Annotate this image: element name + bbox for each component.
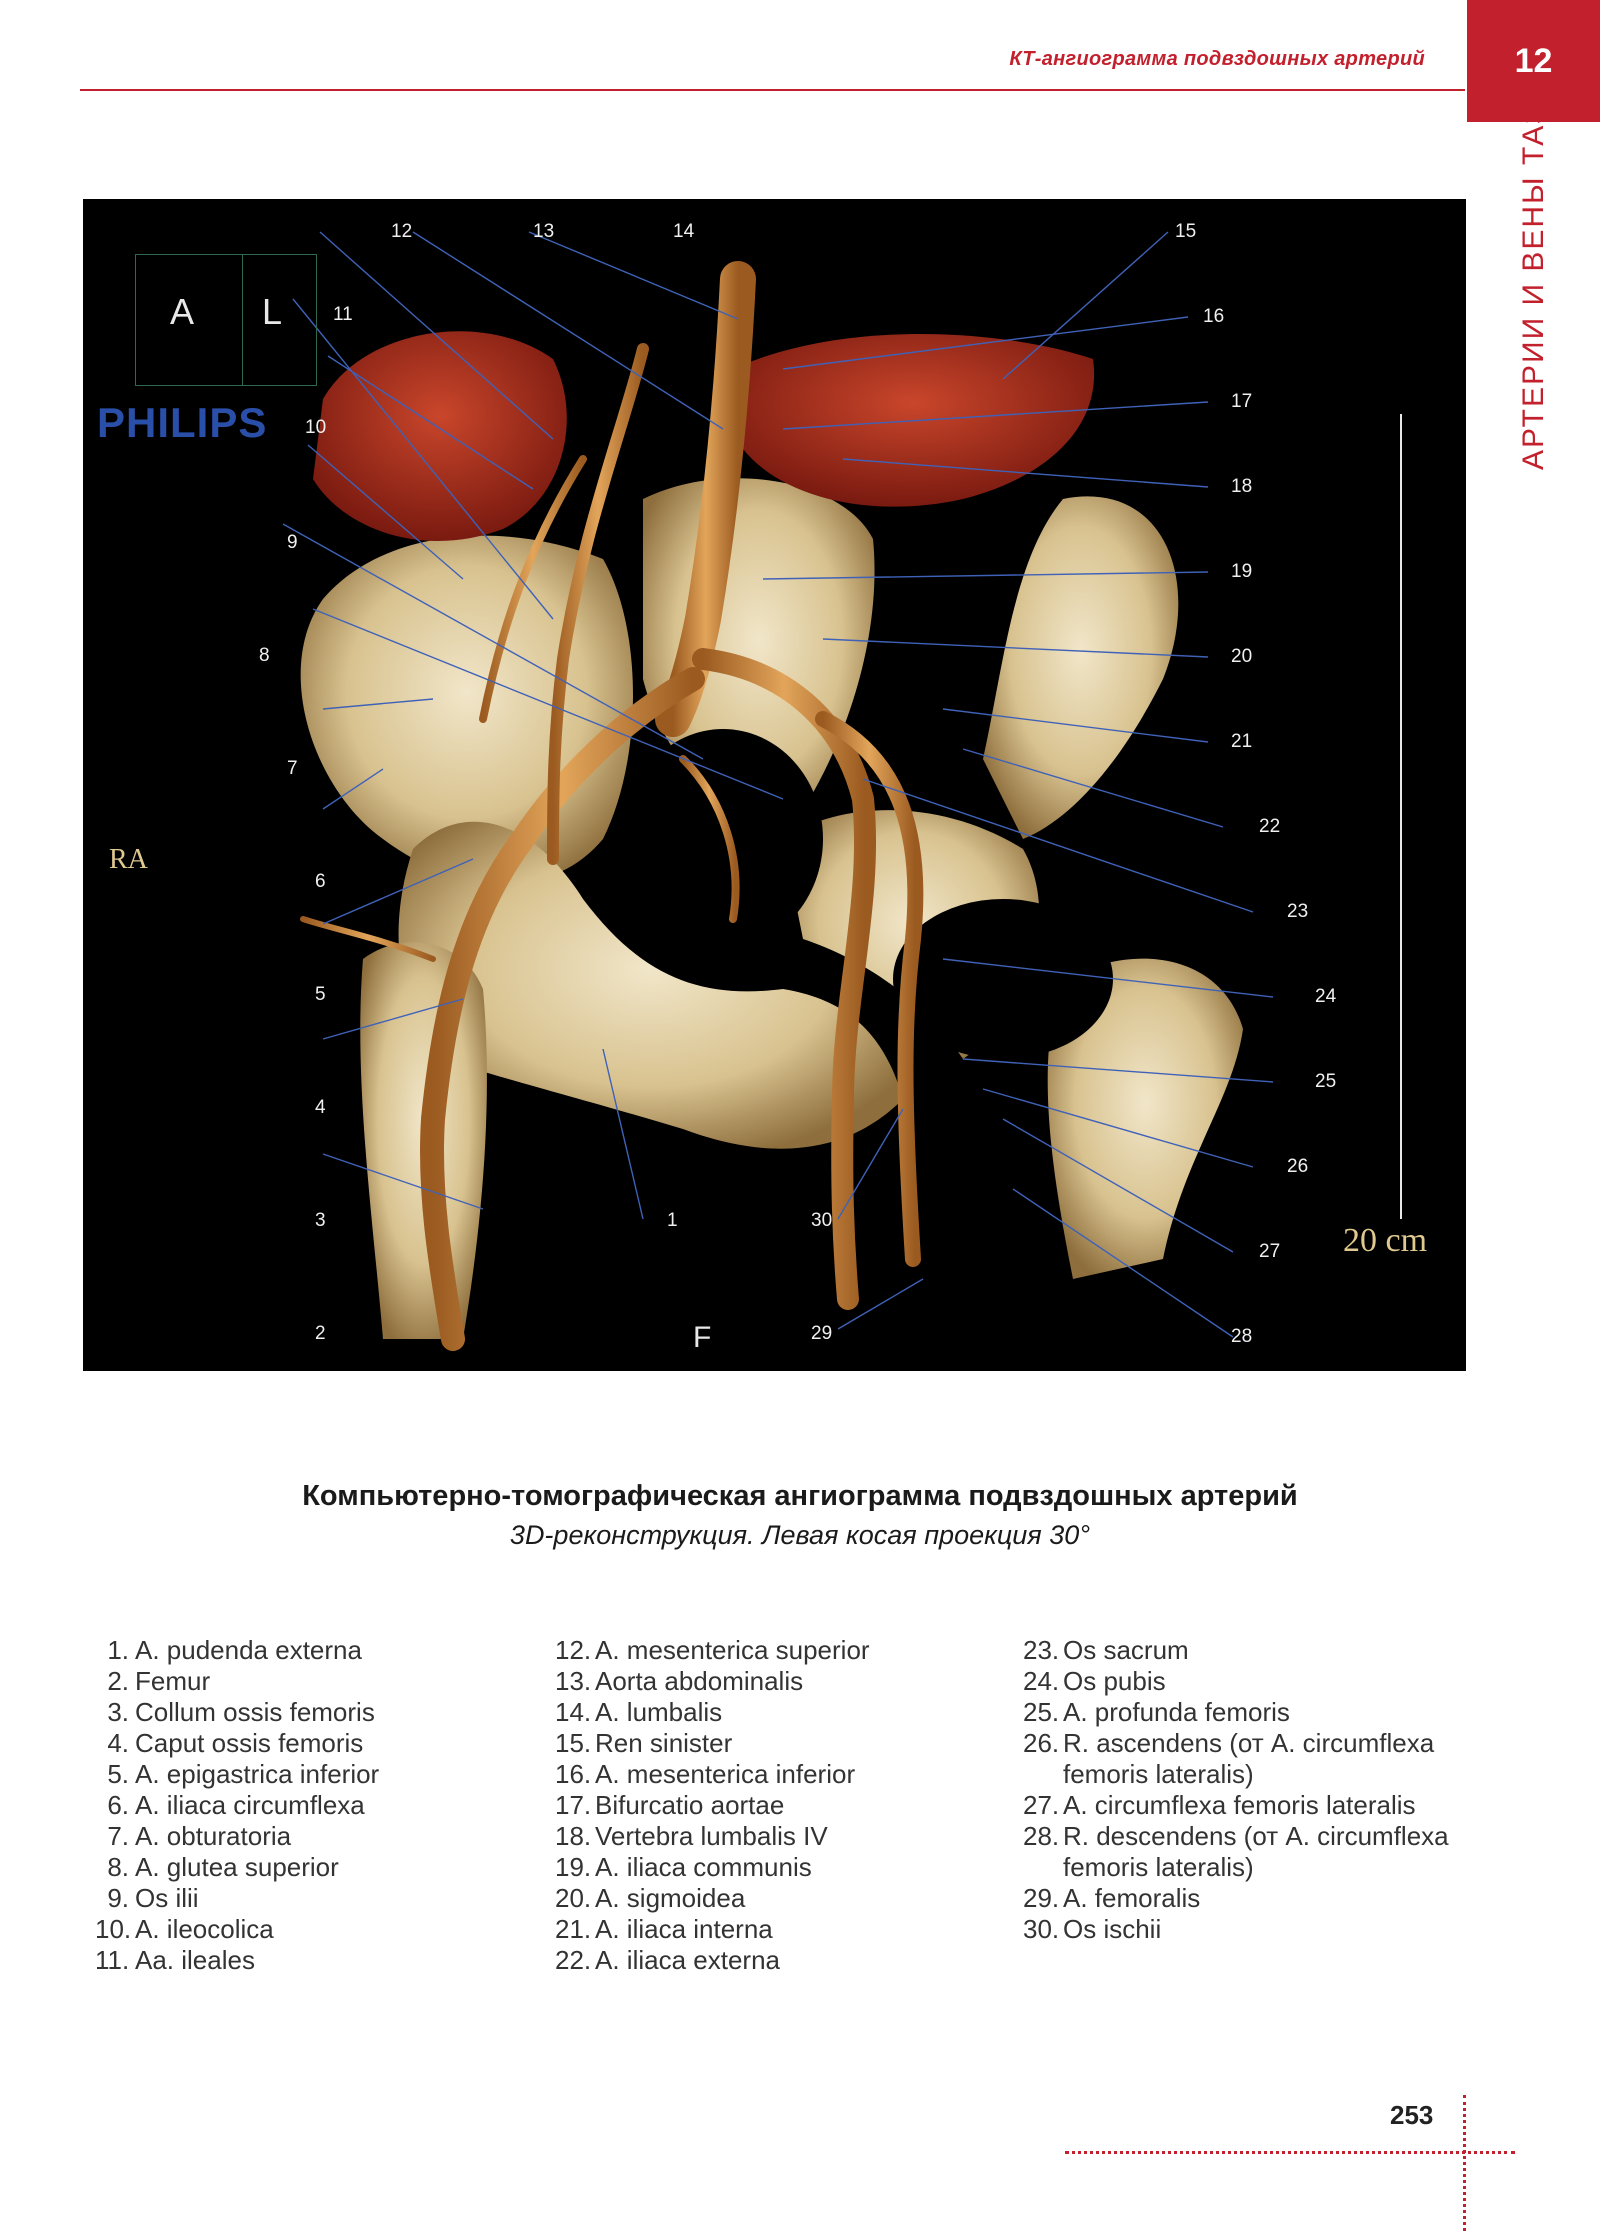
legend-num: 10. (95, 1914, 132, 1944)
legend-text: R. descendens (от A. circumflexa femoris lateralis) (1063, 1821, 1449, 1882)
legend-num: 30. (1023, 1914, 1060, 1944)
scale-label: 20 cm (1343, 1222, 1428, 1259)
legend-item (95, 1790, 495, 1821)
callout-17: 17 (1231, 391, 1253, 412)
callout-20: 20 (1231, 646, 1253, 667)
legend-item (95, 1883, 495, 1914)
legend-text: A. profunda femoris (1063, 1697, 1290, 1727)
legend-text: A. iliaca externa (595, 1945, 780, 1975)
legend-text: A. ileocolica (135, 1914, 274, 1944)
legend-num: 11. (95, 1945, 130, 1975)
legend-num: 2. (107, 1666, 129, 1696)
callout-9: 9 (287, 532, 298, 553)
callout-24: 24 (1315, 986, 1337, 1007)
legend-item (95, 1945, 495, 1976)
legend-item (95, 1852, 495, 1883)
legend-num: 13. (555, 1666, 592, 1696)
legend-num: 26. (1023, 1728, 1060, 1758)
legend-num: 6. (107, 1790, 129, 1820)
legend-item (1023, 1883, 1463, 1914)
legend-item (95, 1666, 495, 1697)
section-vertical-text: АРТЕРИИ И ВЕНЫ ТАЗА (1517, 81, 1550, 470)
callout-12: 12 (391, 221, 413, 242)
legend-num: 20. (555, 1883, 592, 1913)
legend-num: 15. (555, 1728, 592, 1758)
legend-item (95, 1728, 495, 1759)
legend-num: 1. (107, 1635, 129, 1665)
legend-num: 19. (555, 1852, 592, 1882)
legend-text: A. epigastrica inferior (135, 1759, 380, 1789)
legend-text: A. pudenda externa (135, 1635, 362, 1665)
callout-30: 30 (811, 1210, 833, 1231)
callout-25: 25 (1315, 1071, 1337, 1092)
footer-dots-horizontal (1065, 2151, 1515, 2154)
legend-item (555, 1635, 975, 1666)
legend-item (555, 1821, 975, 1852)
legend-item (555, 1945, 975, 1976)
callout-8: 8 (259, 645, 270, 666)
legend-num: 4. (107, 1728, 129, 1758)
callout-4: 4 (315, 1097, 326, 1118)
legend-item (555, 1852, 975, 1883)
legend-item (1023, 1821, 1463, 1883)
legend-text: Collum ossis femoris (135, 1697, 375, 1727)
legend-num: 28. (1023, 1821, 1060, 1851)
legend-num: 23. (1023, 1635, 1060, 1665)
legend-num: 9. (107, 1883, 129, 1913)
legend-text: Caput ossis femoris (135, 1728, 364, 1758)
legend-column-3 (1023, 1635, 1463, 1945)
legend-text: A. iliaca circumflexa (135, 1790, 365, 1820)
legend-item (95, 1697, 495, 1728)
callout-1: 1 (667, 1210, 678, 1231)
callout-15: 15 (1175, 221, 1197, 242)
legend-num: 21. (555, 1914, 592, 1944)
legend-num: 29. (1023, 1883, 1060, 1913)
legend-item (555, 1883, 975, 1914)
callout-22: 22 (1259, 816, 1281, 837)
legend-item (95, 1635, 495, 1666)
orientation-left: L (262, 291, 283, 332)
callout-5: 5 (315, 984, 326, 1005)
callout-14: 14 (673, 221, 695, 242)
legend-num: 16. (555, 1759, 592, 1789)
figure-caption-subtitle: 3D-реконструкция. Левая косая проекция 30° (509, 1520, 1091, 1550)
legend-num: 24. (1023, 1666, 1060, 1696)
legend-text: Os pubis (1063, 1666, 1166, 1696)
obturator-foramen-left (893, 899, 1113, 1059)
callout-26: 26 (1287, 1156, 1309, 1177)
legend-item (1023, 1635, 1463, 1666)
callout-6: 6 (315, 871, 326, 892)
chapter-tab: 12 (1467, 0, 1600, 122)
callout-3: 3 (315, 1210, 326, 1231)
callout-2: 2 (315, 1323, 326, 1344)
legend-text: A. obturatoria (135, 1821, 292, 1851)
legend-num: 8. (107, 1852, 129, 1882)
legend-num: 22. (555, 1945, 592, 1975)
callout-7: 7 (287, 758, 298, 779)
callout-13: 13 (533, 221, 555, 242)
brand-logo: PHILIPS (97, 399, 268, 446)
running-title: КТ-ангиограмма подвздошных артерий (1009, 48, 1425, 70)
legend-num: 25. (1023, 1697, 1060, 1727)
legend-num: 18. (555, 1821, 592, 1851)
legend-num: 27. (1023, 1790, 1060, 1820)
legend-item (1023, 1728, 1463, 1790)
ct-angiogram-figure (83, 199, 1466, 1371)
callout-23: 23 (1287, 901, 1309, 922)
legend-column-1 (95, 1635, 495, 1976)
label-f: F (693, 1321, 712, 1354)
legend-num: 3. (107, 1697, 129, 1727)
right-kidney (313, 331, 567, 541)
legend-text: A. mesenterica superior (595, 1635, 870, 1665)
page-number: 253 (1390, 2100, 1434, 2130)
legend-item (555, 1759, 975, 1790)
label-ra: RA (109, 844, 148, 875)
callout-27: 27 (1259, 1241, 1281, 1262)
legend-text: A. femoralis (1063, 1883, 1201, 1913)
legend-item (95, 1821, 495, 1852)
legend-item (1023, 1666, 1463, 1697)
legend-text: A. mesenterica inferior (595, 1759, 856, 1789)
legend-num: 7. (107, 1821, 129, 1851)
legend-item (555, 1697, 975, 1728)
legend-text: Os sacrum (1063, 1635, 1189, 1665)
legend-text: Aorta abdominalis (595, 1666, 804, 1696)
legend-item (1023, 1697, 1463, 1728)
orientation-divider (242, 255, 243, 385)
legend-text: Vertebra lumbalis IV (595, 1821, 828, 1851)
callout-19: 19 (1231, 561, 1253, 582)
orientation-box (135, 254, 317, 386)
legend-text: A. iliaca communis (595, 1852, 812, 1882)
callout-29: 29 (811, 1323, 833, 1344)
legend-item (95, 1759, 495, 1790)
orientation-anterior: A (170, 291, 195, 332)
legend-text: Aa. ileales (135, 1945, 255, 1975)
legend-item (1023, 1790, 1463, 1821)
legend-text: Femur (135, 1666, 211, 1696)
obturator-foramen-right (623, 729, 823, 949)
callout-10: 10 (305, 417, 327, 438)
callout-21: 21 (1231, 731, 1253, 752)
figure-caption-title: Компьютерно-томографическая ангиограмма подвздошных артерий (302, 1480, 1298, 1512)
legend-text: Os ischii (1063, 1914, 1162, 1944)
legend-text: A. iliaca interna (595, 1914, 773, 1944)
legend-column-2 (555, 1635, 975, 1976)
legend-item (555, 1914, 975, 1945)
callout-16: 16 (1203, 306, 1225, 327)
legend-text: A. glutea superior (135, 1852, 339, 1882)
legend-item (555, 1790, 975, 1821)
callout-18: 18 (1231, 476, 1253, 497)
legend-item (1023, 1914, 1463, 1945)
legend-num: 12. (555, 1635, 592, 1665)
legend-text: R. ascendens (от A. circumflexa femoris lateralis) (1063, 1728, 1435, 1789)
header-rule (80, 89, 1465, 91)
legend-item (555, 1666, 975, 1697)
legend-num: 14. (555, 1697, 592, 1727)
footer-dots-vertical (1463, 2095, 1466, 2231)
legend-num: 5. (107, 1759, 129, 1789)
legend-text: Bifurcatio aortae (595, 1790, 785, 1820)
left-iliac-bone (983, 496, 1178, 839)
legend-text: A. lumbalis (595, 1697, 723, 1727)
callout-28: 28 (1231, 1326, 1253, 1347)
legend-num: 17. (555, 1790, 592, 1820)
legend-text: Os ilii (135, 1883, 199, 1913)
legend-item (555, 1728, 975, 1759)
legend-item (95, 1914, 495, 1945)
legend-text: Ren sinister (595, 1728, 733, 1758)
legend-text: A. circumflexa femoris lateralis (1063, 1790, 1416, 1820)
callout-11: 11 (333, 304, 353, 325)
legend-text: A. sigmoidea (595, 1883, 746, 1913)
